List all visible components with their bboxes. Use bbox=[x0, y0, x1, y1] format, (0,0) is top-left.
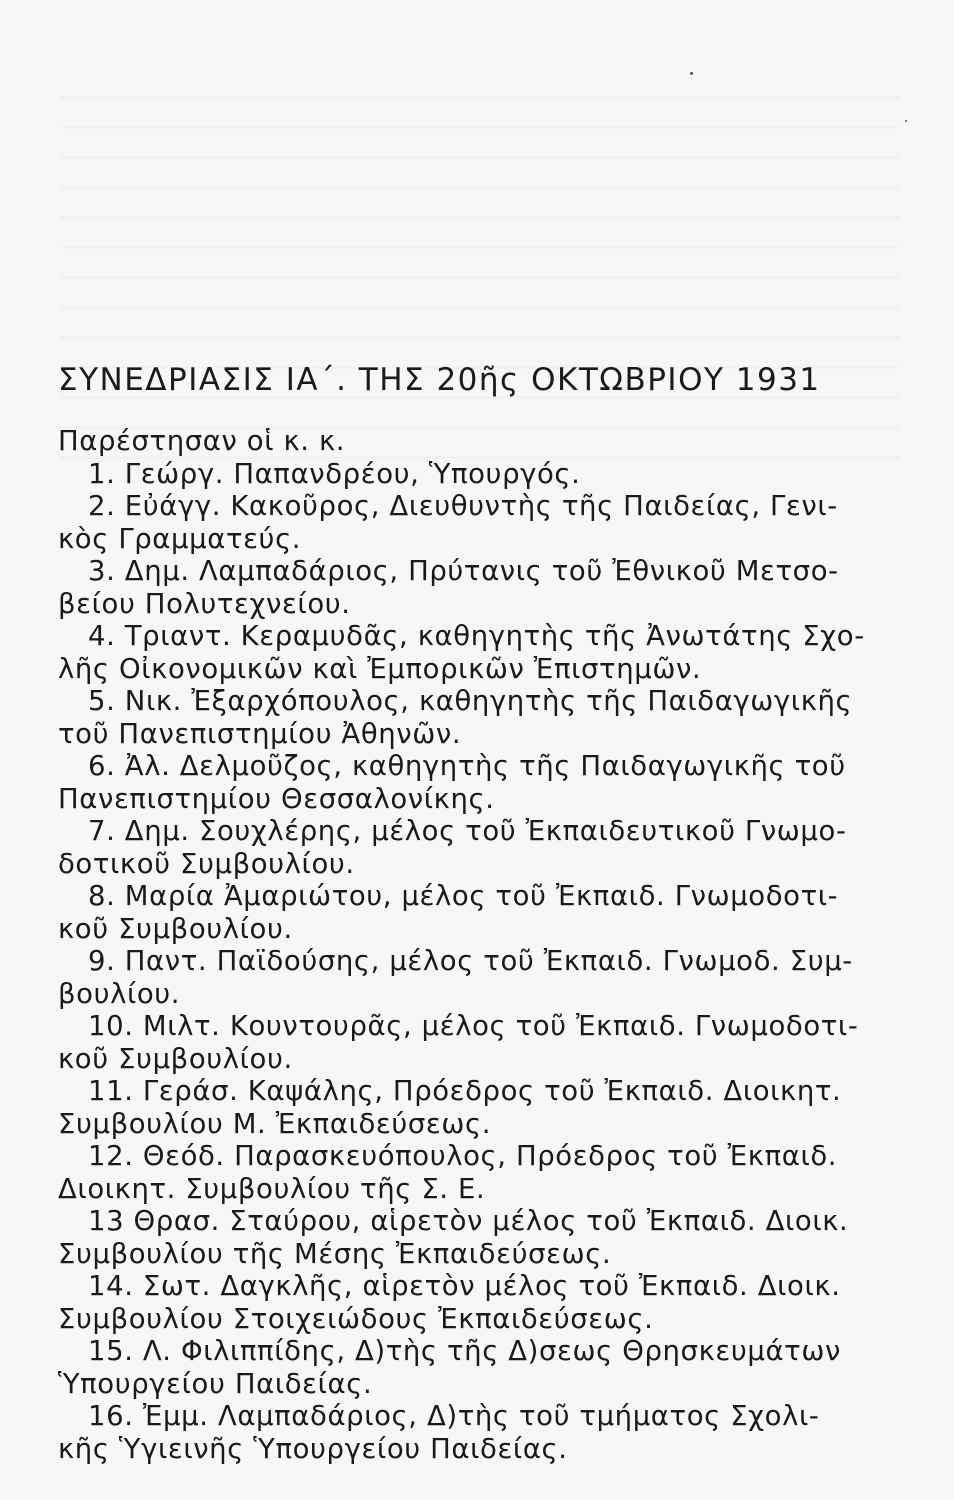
list-item-continuation: Συμβουλίου τῆς Μέσης Ἐκπαιδεύσεως. bbox=[58, 1237, 612, 1270]
list-item-continuation: βουλίου. bbox=[58, 977, 181, 1010]
list-item: 10. Μιλτ. Κουντουρᾶς, μέλος τοῦ Ἐκπαιδ. Γνωμοδοτι- bbox=[88, 1010, 859, 1042]
list-item-continuation: κοῦ Συμβουλίου. bbox=[58, 912, 293, 945]
session-heading: ΣΥΝΕΔΡΙΑΣΙΣ ΙΑ΄. ΤΗΣ 20ῆς ΟΚΤΩΒΡΙΟΥ 1931 bbox=[58, 362, 821, 398]
list-item: 14. Σωτ. Δαγκλῆς, αἱρετὸν μέλος τοῦ Ἐκπαιδ. Διοικ. bbox=[88, 1270, 841, 1302]
paper-speck bbox=[905, 120, 907, 122]
list-item-continuation: δοτικοῦ Συμβουλίου. bbox=[58, 847, 355, 880]
list-item-continuation: κῆς Ὑγιεινῆς Ὑπουργείου Παιδείας. bbox=[58, 1432, 568, 1465]
list-item: 15. Λ. Φιλιππίδης, Δ)τὴς τῆς Δ)σεως Θρησκευμάτων bbox=[88, 1335, 841, 1367]
attendance-list bbox=[58, 425, 865, 1465]
paper-speck bbox=[690, 72, 693, 75]
list-item: 7. Δημ. Σουχλέρης, μέλος τοῦ Ἐκπαιδευτικοῦ Γνωμο- bbox=[88, 815, 847, 847]
list-item: 11. Γεράσ. Καψάλης, Πρόεδρος τοῦ Ἐκπαιδ. Διοικητ. bbox=[88, 1075, 842, 1107]
list-item-continuation: βείου Πολυτεχνείου. bbox=[58, 587, 351, 620]
list-item: 12. Θεόδ. Παρασκευόπουλος, Πρόεδρος τοῦ Ἐκπαιδ. bbox=[88, 1140, 838, 1172]
list-item: 9. Παντ. Παϊδούσης, μέλος τοῦ Ἐκπαιδ. Γνωμοδ. Συμ- bbox=[88, 945, 853, 977]
list-item: 2. Εὐάγγ. Κακοῦρος, Διευθυντὴς τῆς Παιδείας, Γενι- bbox=[88, 490, 838, 522]
list-item-continuation: κὸς Γραμματεύς. bbox=[58, 522, 302, 555]
list-item: 1. Γεώργ. Παπανδρέου, Ὑπουργός. bbox=[88, 457, 581, 490]
list-item: 13 Θρασ. Σταύρου, αἱρετὸν μέλος τοῦ Ἐκπαιδ. Διοικ. bbox=[88, 1205, 849, 1237]
list-item-continuation: κοῦ Συμβουλίου. bbox=[58, 1042, 293, 1075]
list-item: 6. Ἀλ. Δελμοῦζος, καθηγητὴς τῆς Παιδαγωγικῆς τοῦ bbox=[88, 750, 846, 782]
list-item: 5. Νικ. Ἐξαρχόπουλος, καθηγητὴς τῆς Παιδαγωγικῆς bbox=[88, 685, 853, 717]
list-item: 4. Τριαντ. Κεραμυδᾶς, καθηγητὴς τῆς Ἀνωτάτης Σχο- bbox=[88, 620, 865, 652]
list-item: 16. Ἐμμ. Λαμπαδάριος, Δ)τὴς τοῦ τμήματος Σχολι- bbox=[88, 1400, 820, 1432]
list-item-continuation: Ὑπουργείου Παιδείας. bbox=[58, 1367, 373, 1400]
list-item: 3. Δημ. Λαμπαδάριος, Πρύτανις τοῦ Ἐθνικοῦ Μετσο- bbox=[88, 555, 839, 587]
list-item-continuation: λῆς Οἰκονομικῶν καὶ Ἐμπορικῶν Ἐπιστημῶν. bbox=[58, 652, 702, 685]
list-item-continuation: τοῦ Πανεπιστημίου Ἀθηνῶν. bbox=[58, 717, 462, 750]
list-item-continuation: Πανεπιστημίου Θεσσαλονίκης. bbox=[58, 782, 495, 815]
list-item-continuation: Συμβουλίου Στοιχειώδους Ἐκπαιδεύσεως. bbox=[58, 1302, 654, 1335]
attendance-intro: Παρέστησαν οἱ κ. κ. bbox=[58, 425, 346, 457]
list-item-continuation: Συμβουλίου Μ. Ἐκπαιδεύσεως. bbox=[58, 1107, 492, 1140]
list-item-continuation: Διοικητ. Συμβουλίου τῆς Σ. Ε. bbox=[58, 1172, 486, 1205]
show-through-texture bbox=[60, 70, 900, 470]
list-item: 8. Μαρία Ἀμαριώτου, μέλος τοῦ Ἐκπαιδ. Γνωμοδοτι- bbox=[88, 880, 839, 912]
